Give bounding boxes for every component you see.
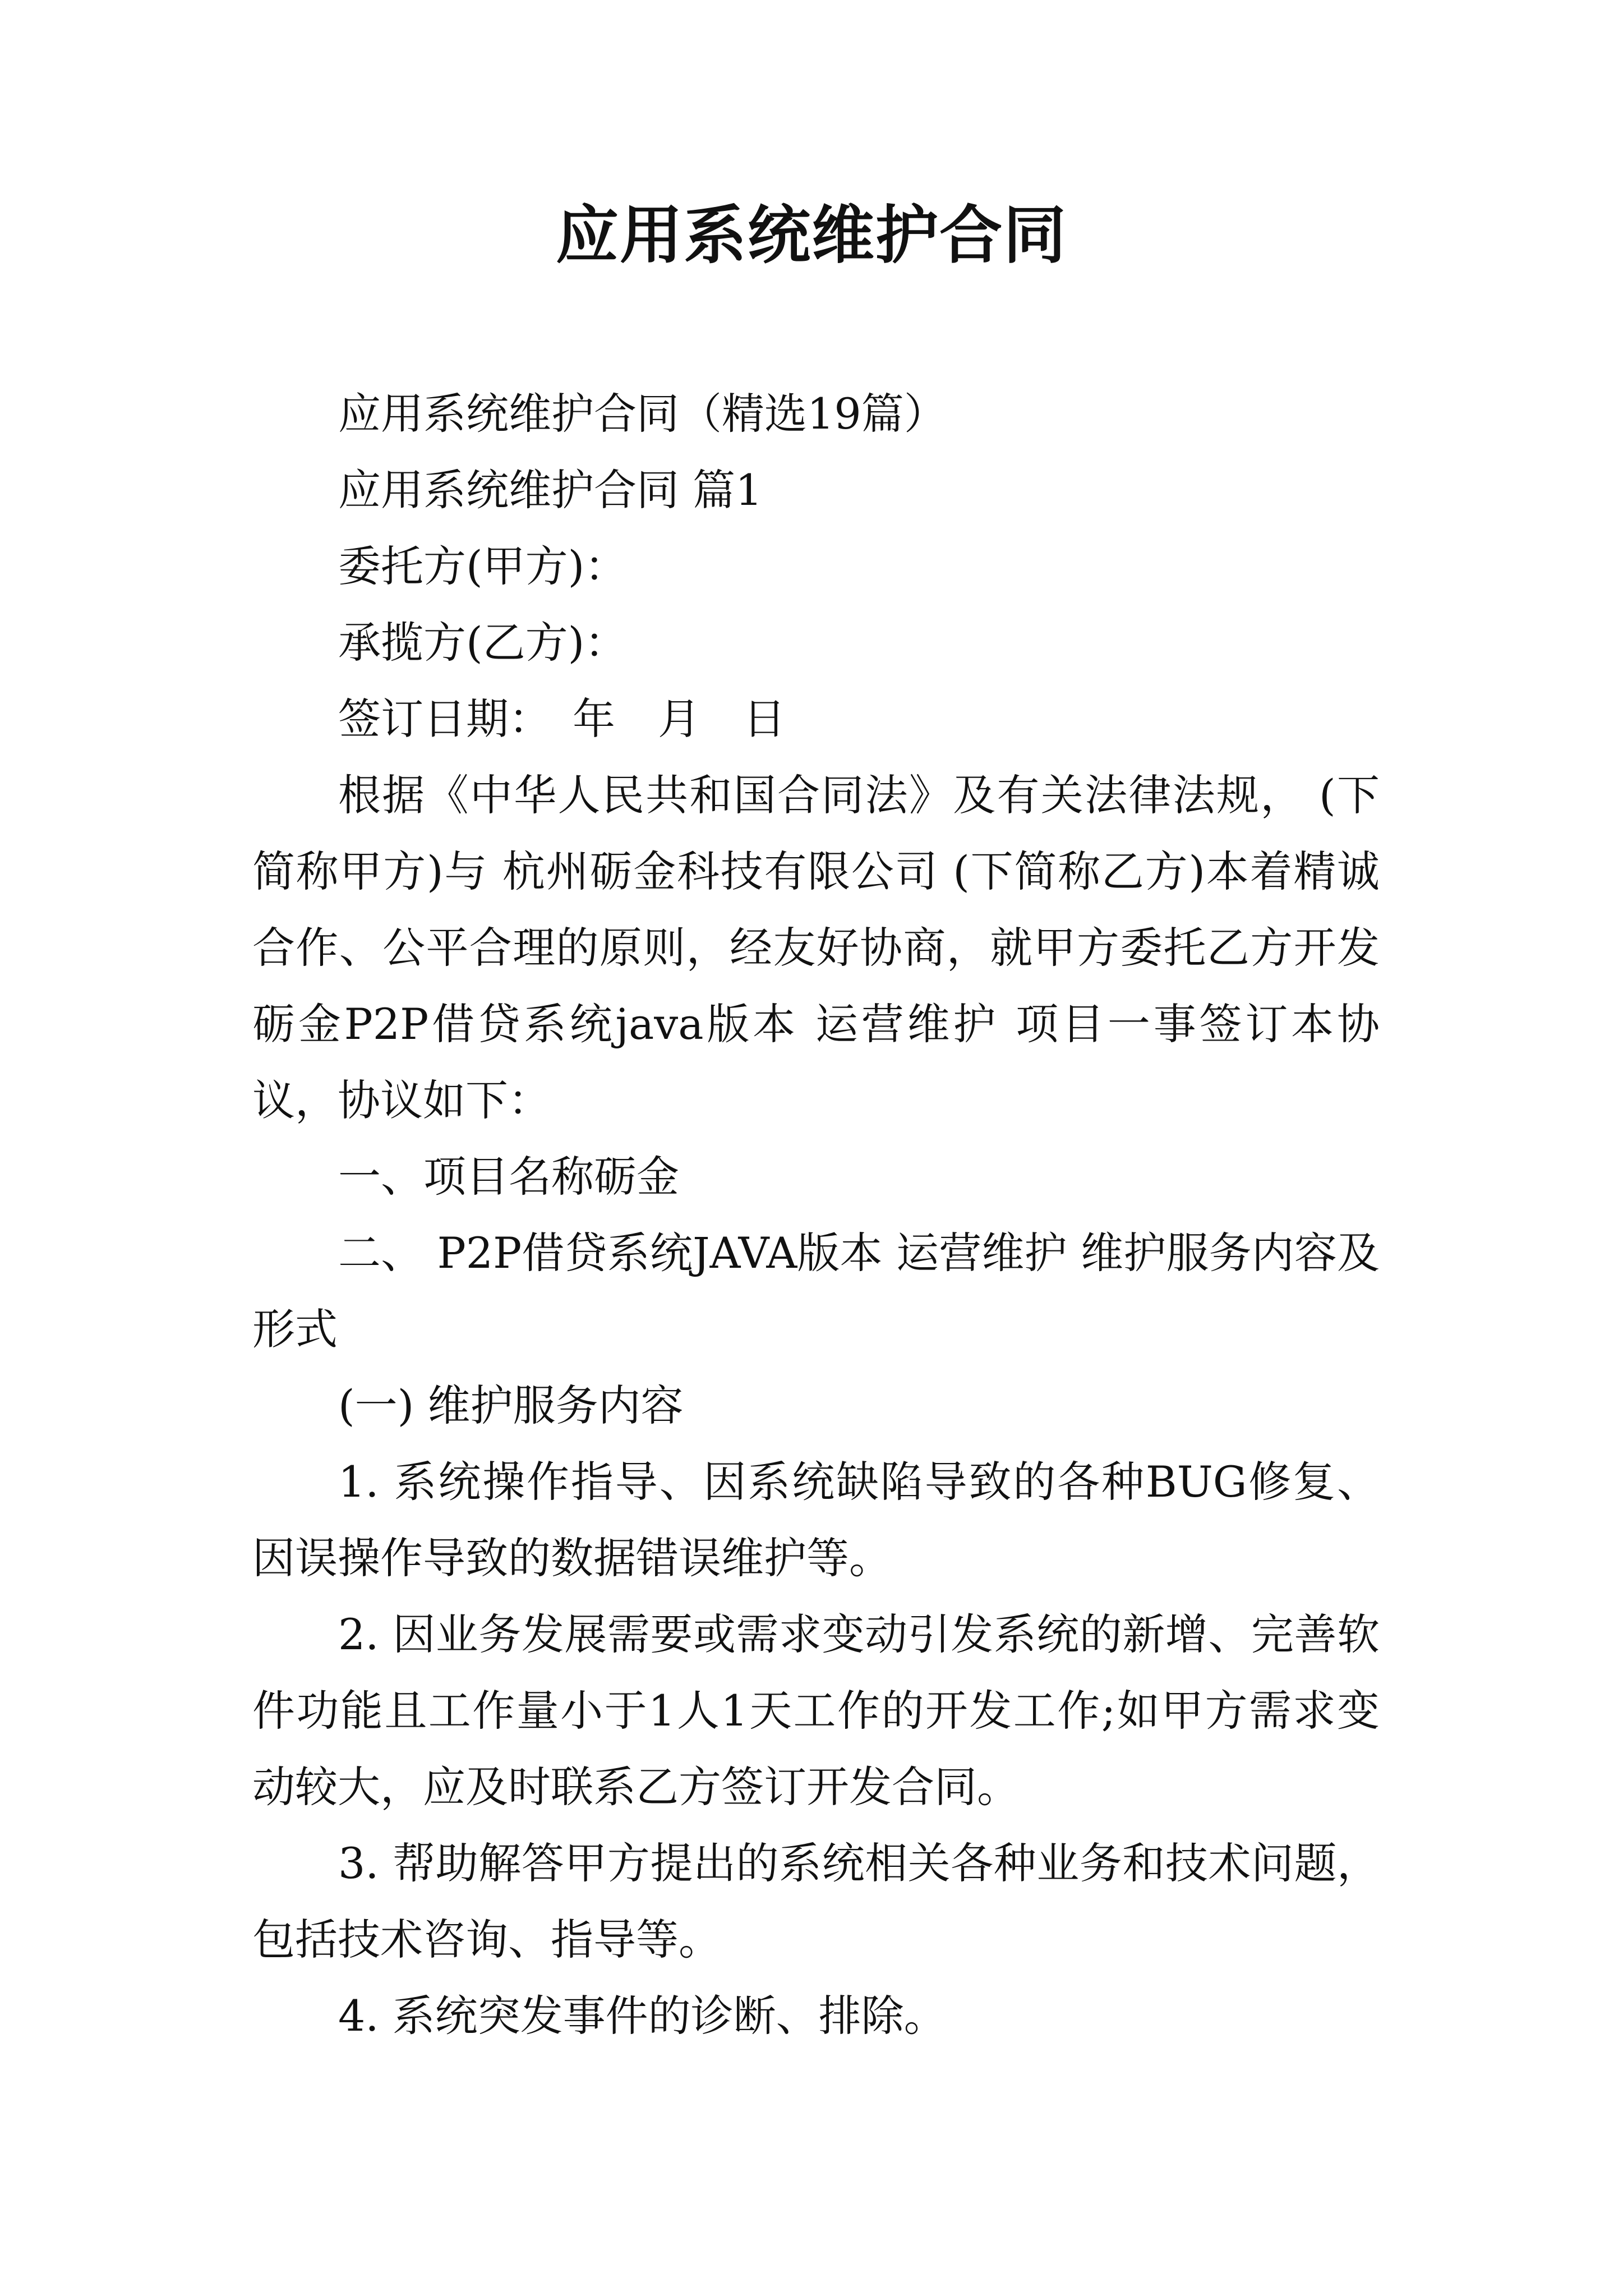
paragraph-article-heading: 应用系统维护合同 篇1	[338, 465, 763, 515]
paragraph-preamble: 根据《中华人民共和国合同法》及有关法律法规， (下简称甲方)与 杭州砺金科技有限公司 (下简称乙方)本着精诚合作、公平合理的原则，经友好协商，就甲方委托乙方开发 砺金P2P借贷系统java版本 运营维护 项目一事签订本协议，协议如下：	[252, 770, 1380, 1125]
paragraph-party-a: 委托方(甲方)：	[338, 541, 628, 591]
paragraph-party-b: 承揽方(乙方)：	[338, 618, 628, 668]
paragraph-section-2: 二、 P2P借贷系统JAVA版本 运营维护 维护服务内容及形式	[252, 1228, 1380, 1354]
document-body	[252, 376, 1380, 2054]
paragraph-section-1: 一、项目名称砺金	[338, 1152, 679, 1202]
paragraph-item-4: 4. 系统突发事件的诊断、排除。	[338, 1991, 947, 2041]
paragraph-sign-date: 签订日期： 年 月 日	[338, 694, 786, 744]
paragraph-item-2: 2. 因业务发展需要或需求变动引发系统的新增、完善软件功能且工作量小于1人1天工作的开发工作;如甲方需求变动较大，应及时联系乙方签订开发合同。	[252, 1609, 1380, 1812]
document-title: 应用系统维护合同	[556, 199, 1067, 272]
paragraph-subsection-1: (一) 维护服务内容	[338, 1381, 684, 1430]
paragraph-subtitle: 应用系统维护合同（精选19篇）	[338, 389, 947, 439]
paragraph-item-1: 1. 系统操作指导、因系统缺陷导致的各种BUG修复、因误操作导致的数据错误维护等。	[252, 1457, 1380, 1583]
paragraph-item-3: 3. 帮助解答甲方提出的系统相关各种业务和技术问题，包括技术咨询、指导等。	[252, 1838, 1380, 1964]
